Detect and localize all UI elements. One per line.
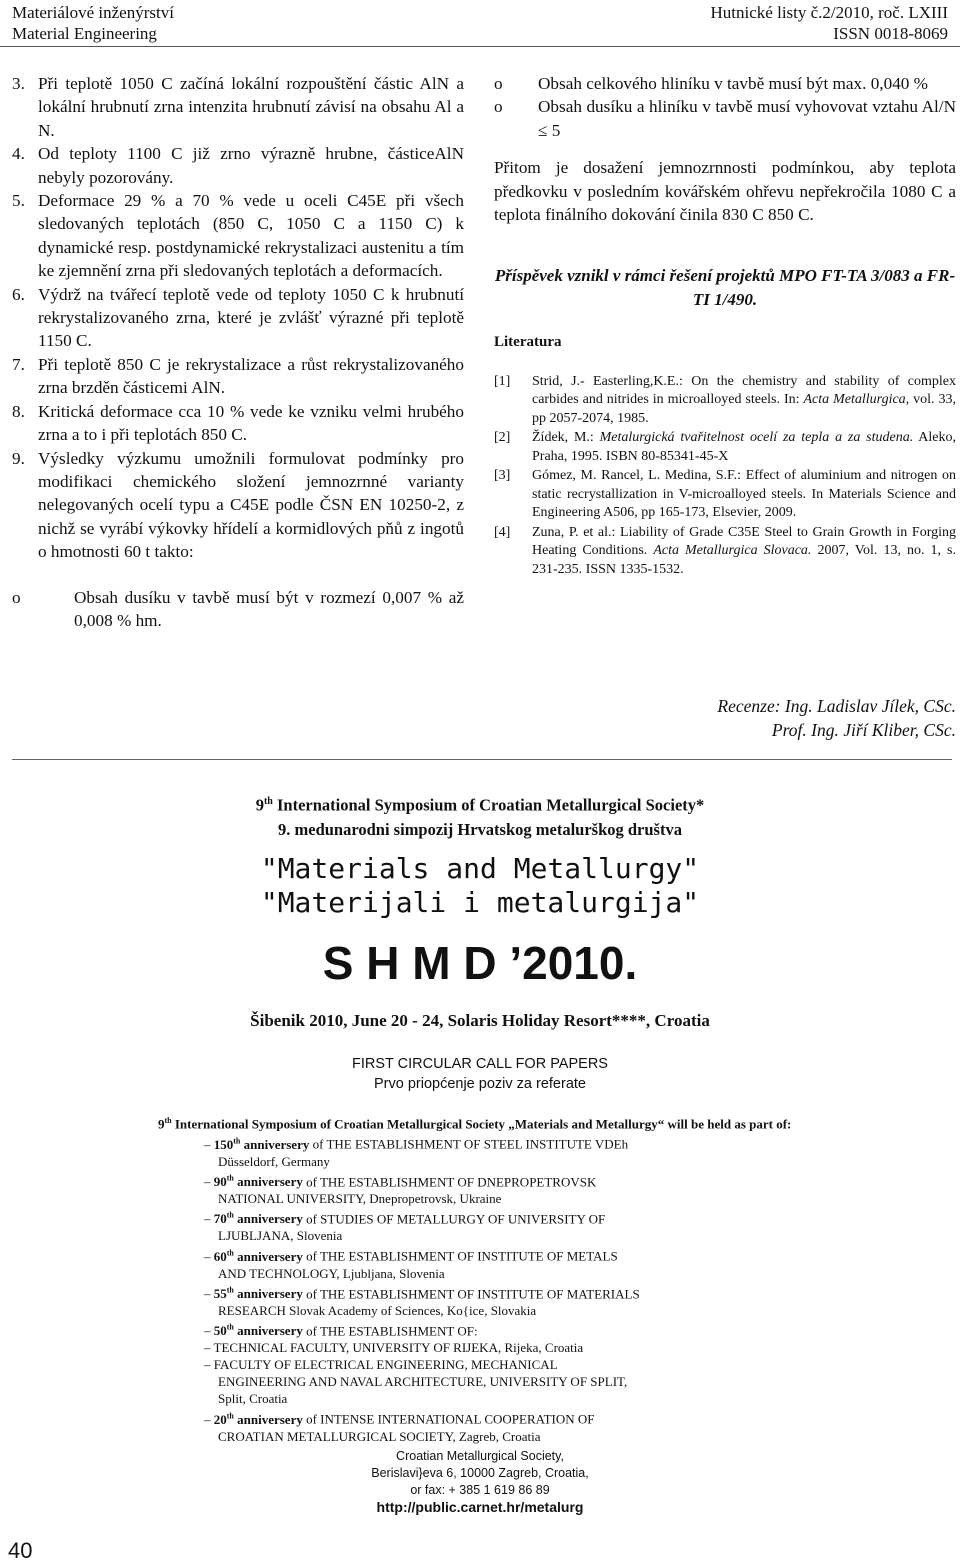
conclusion-item — [12, 283, 464, 353]
reviewer-1: Recenze: Ing. Ladislav Jílek, CSc. — [717, 696, 956, 716]
anniversary-number: 55 — [213, 1285, 227, 1301]
reference-part: Zuna, P. et al.: Liability of Grade C35E Steel to Grain Growth in Forging Heating Conditions. — [532, 524, 956, 559]
item-text: Výdrž na tvářecí teplotě vede od teploty 1050 C k hrubnutí rekrystalizovaného zrna, které je zvlášť výrazné při teplotě 1150 C. — [38, 284, 464, 351]
reference-item — [494, 373, 956, 429]
anniversary-item — [204, 1132, 808, 1169]
institution-text: – TECHNICAL FACULTY, UNIVERSITY OF RIJEKA, Rijeka, Croatia — [204, 1339, 808, 1356]
conclusion-item — [12, 400, 464, 447]
item-number: 8. — [12, 401, 25, 421]
anniversary-label: anniversery — [237, 1211, 303, 1227]
anniversary-list — [204, 1132, 808, 1444]
address-line: Croatian Metallurgical Society, — [396, 1449, 564, 1463]
left-column — [12, 72, 464, 632]
right-column — [494, 72, 956, 580]
anniversary-number: 70 — [213, 1211, 227, 1227]
anniversary-text-cont: NATIONAL UNIVERSITY, Dnepropetrovsk, Ukraine — [218, 1190, 502, 1206]
reference-part: Gómez, M. Rancel, L. Medina, S.F.: Effect of aluminium and nitrogen on static recrystallization in V-microalloyed steels. In Materials Science and Engineering A506, pp 165-173, Elsevier, 2009. — [532, 468, 956, 521]
item-text: Při teplotě 1050 C začíná lokální rozpouštění částic AlN a lokální hrubnutí zrna intenzita hrubnutí závisí na obsahu Al a N. — [38, 74, 464, 140]
anniversary-info — [158, 1112, 808, 1445]
ordinal-number: 9 — [255, 795, 264, 815]
item-text: Deformace 29 % a 70 % vede u oceli C45E při všech sledovaných teplotách (850 C, 1050 C a 1150 C) k dynamické resp. postdynamické rekrystalizaci austenitu a tím ke zjemnění zrna při sledovaných teplotách a deformacích. — [38, 191, 464, 281]
header-right — [711, 2, 948, 44]
reference-number: [1] — [494, 373, 511, 389]
anniversary-text-cont: Düsseldorf, Germany — [218, 1153, 330, 1169]
item-number: 3. — [12, 74, 25, 93]
composition-bullet — [494, 95, 956, 142]
institution-item — [204, 1339, 808, 1356]
reviewer-2: Prof. Ing. Jiří Kliber, CSc. — [771, 720, 956, 740]
ordinal-suffix: th — [263, 796, 273, 807]
symposium-heading — [0, 790, 960, 842]
circular-hr: Prvo priopćenje poziv za referate — [374, 1076, 586, 1092]
item-number: 9. — [12, 448, 25, 468]
composition-bullet — [494, 72, 956, 95]
circular-title — [0, 1054, 960, 1094]
anniversary-label: anniversery — [237, 1173, 303, 1189]
grant-acknowledgement: Příspěvek vznikl v rámci řešení projektů MPO FT-TA 3/083 a FR-TI 1/490. — [494, 266, 956, 309]
reference-part: , vol. 33, pp 2057-2074, 1985. — [532, 392, 956, 426]
section-divider — [12, 759, 952, 760]
anniversary-text: of THE ESTABLISHMENT OF: — [306, 1323, 478, 1339]
section-title-cz: Materiálové inženýrství — [12, 3, 174, 22]
anniversary-text: of STUDIES OF METALLURGY OF UNIVERSITY OF — [306, 1211, 606, 1227]
reference-source: Acta Metallurgica Slovaca. — [653, 543, 812, 559]
reference-text — [532, 467, 956, 523]
item-text: Kritická deformace cca 10 % vede ke vzniku velmi hrubého zrna a to i při teplotách 850 C. — [38, 401, 464, 445]
ordinal-suffix: th — [226, 1322, 234, 1332]
page-number: 40 — [8, 1538, 33, 1563]
symposium-motto — [0, 852, 960, 920]
item-number: 4. — [12, 144, 25, 164]
anniversary-label: anniversery — [237, 1323, 303, 1339]
conclusion-item — [12, 142, 464, 189]
reference-number: [2] — [494, 430, 511, 446]
reference-text — [532, 373, 956, 429]
anniversary-number: 50 — [213, 1323, 227, 1339]
item-number: 6. — [12, 284, 25, 304]
anniversary-text: of THE ESTABLISHMENT OF DNEPROPETROVSK — [306, 1173, 597, 1189]
anniversary-label: anniversery — [243, 1136, 310, 1152]
composition-bullet — [12, 586, 464, 633]
website-link[interactable]: http://public.carnet.hr/metalurg — [376, 1499, 584, 1515]
institution-item — [204, 1356, 808, 1407]
intro-text: International Symposium of Croatian Metallurgical Society „Materials and Metallurgy“ will be held as part of: — [171, 1116, 792, 1132]
symposium-acronym: S H M D ’2010. — [322, 937, 638, 989]
header-rule — [0, 46, 960, 47]
literature-heading: Literatura — [494, 334, 562, 351]
anniversary-text: of THE ESTABLISHMENT OF STEEL INSTITUTE VDEh — [312, 1136, 629, 1152]
ordinal-suffix: th — [233, 1136, 241, 1146]
anniversary-item — [204, 1319, 808, 1339]
anniversary-text: of THE ESTABLISHMENT OF INSTITUTE OF MATERIALS — [306, 1285, 640, 1301]
ordinal-suffix: th — [164, 1116, 172, 1125]
reference-number: [4] — [494, 524, 511, 540]
ordinal-number: 9 — [158, 1116, 165, 1132]
item-number: 5. — [12, 191, 25, 211]
item-text: Výsledky výzkumu umožnili formulovat podmínky pro modifikaci chemického složení jemnozrnné varianty nelegovaných ocelí typu a C45E podle ČSN EN 10250-2, z nichž se vyrábí výkovky hřídelí a kormidlových pňů z ingotů o hmotnosti 60 t takto: — [38, 448, 464, 562]
ordinal-suffix: th — [226, 1210, 234, 1220]
reference-part: Žídek, M.: — [532, 430, 600, 446]
reference-part: Strid, J.- Easterling,K.E.: On the chemistry and stability of complex carbides and nitrides in microalloyed steels. In: — [532, 373, 956, 408]
ordinal-suffix: th — [226, 1411, 234, 1421]
conclusion-item — [12, 72, 464, 142]
reference-list — [494, 373, 956, 580]
bullet-text: Obsah celkového hliníku v tavbě musí být max. 0,040 % — [538, 74, 929, 93]
anniversary-number: 90 — [213, 1173, 227, 1189]
item-text: Při teplotě 850 C je rekrystalizace a růst rekrystalizovaného zrna brzděn částicemi AlN. — [38, 354, 464, 398]
reference-part: 2007, Vol. 13, no. 1, s. 231-235. ISSN 1335-1532. — [532, 543, 956, 577]
conclusion-item — [12, 353, 464, 400]
anniversary-text-cont: RESEARCH Slovak Academy of Sciences, Ko{ice, Slovakia — [218, 1302, 537, 1318]
page-header — [0, 0, 960, 46]
reviewers — [717, 694, 956, 742]
anniversary-item — [204, 1407, 808, 1444]
bullet-text: Obsah dusíku v tavbě musí být v rozmezí 0,007 % až 0,008 % hm. — [74, 587, 464, 630]
institution-text: – FACULTY OF ELECTRICAL ENGINEERING, MECHANICAL — [204, 1356, 808, 1373]
contact-address — [0, 1448, 960, 1516]
anniversary-item — [204, 1207, 808, 1244]
conclusion-item — [12, 447, 464, 564]
anniversary-item — [204, 1282, 808, 1319]
bullet-text: Obsah dusíku a hliníku v tavbě musí vyhovovat vztahu Al/N ≤ 5 — [538, 97, 956, 140]
reference-source: Acta Metallurgica — [803, 392, 906, 408]
symposium-title-hr: 9. medunarodni simpozij Hrvatskog metalurškog društva — [278, 819, 682, 839]
bullet-marker: o — [12, 587, 21, 607]
journal-issn: ISSN 0018-8069 — [833, 24, 948, 43]
anniversary-text-cont: LJUBLJANA, Slovenia — [218, 1228, 343, 1244]
reference-text — [532, 429, 956, 466]
reference-item — [494, 467, 956, 523]
reference-number: [3] — [494, 468, 511, 484]
ordinal-suffix: th — [226, 1248, 234, 1258]
reference-text — [532, 524, 956, 580]
symposium-name: International Symposium of Croatian Metallurgical Society* — [272, 795, 705, 815]
circular-en: FIRST CIRCULAR CALL FOR PAPERS — [352, 1056, 608, 1072]
anniversary-number: 150 — [213, 1136, 234, 1152]
symposium-location: Šibenik 2010, June 20 - 24, Solaris Holiday Resort****, Croatia — [250, 1011, 710, 1030]
ordinal-suffix: th — [226, 1173, 234, 1183]
motto-en: "Materials and Metallurgy" — [260, 852, 700, 885]
anniversary-item — [204, 1244, 808, 1281]
address-line: Berislavi}eva 6, 10000 Zagreb, Croatia, — [371, 1466, 589, 1480]
reference-item — [494, 429, 956, 466]
bullet-marker: o — [494, 74, 503, 93]
anniversary-item — [204, 1170, 808, 1207]
anniversary-label: anniversery — [237, 1411, 303, 1427]
anniversary-number: 60 — [213, 1248, 227, 1264]
motto-hr: "Materijali i metalurgija" — [260, 886, 700, 919]
conclusion-item — [12, 189, 464, 283]
anniversary-label: anniversery — [237, 1285, 303, 1301]
item-number: 7. — [12, 354, 25, 374]
institution-text-cont: Split, Croatia — [218, 1391, 288, 1407]
item-text: Od teploty 1100 C již zrno výrazně hrubne, částiceAlN nebyly pozorovány. — [38, 144, 464, 187]
symposium-title-en — [0, 790, 960, 818]
section-title-en: Material Engineering — [12, 24, 157, 43]
anniversary-text: of THE ESTABLISHMENT OF INSTITUTE OF METALS — [306, 1248, 618, 1264]
ordinal-suffix: th — [226, 1285, 234, 1295]
bullet-marker: o — [494, 97, 503, 117]
reference-part: Aleko, Praha, 1995. ISBN 80-85341-45-X — [532, 430, 956, 464]
header-left — [12, 2, 174, 44]
reference-item — [494, 524, 956, 580]
forging-condition-paragraph: Přitom je dosažení jemnozrnnosti podmínkou, aby teplota předkovku v posledním kovářském ohřevu nepřekročila 1080 C a teplota finálního dokování činila 830 C 850 C. — [494, 158, 956, 225]
anniversary-label: anniversery — [237, 1248, 303, 1264]
fax-line: or fax: + 385 1 619 86 89 — [410, 1483, 550, 1497]
journal-issue: Hutnické listy č.2/2010, roč. LXIII — [710, 3, 948, 22]
institution-text-cont: ENGINEERING AND NAVAL ARCHITECTURE, UNIVERSITY OF SPLIT, — [218, 1374, 628, 1390]
anniversary-text: of INTENSE INTERNATIONAL COOPERATION OF — [306, 1411, 595, 1427]
anniversary-text-cont: AND TECHNOLOGY, Ljubljana, Slovenia — [218, 1265, 445, 1281]
anniversary-intro — [158, 1112, 808, 1132]
anniversary-number: 20 — [213, 1411, 227, 1427]
anniversary-text-cont: CROATIAN METALLURGICAL SOCIETY, Zagreb, Croatia — [218, 1428, 541, 1444]
reference-source: Metalurgická tvařitelnost ocelí za tepla a za studena. — [599, 430, 914, 446]
